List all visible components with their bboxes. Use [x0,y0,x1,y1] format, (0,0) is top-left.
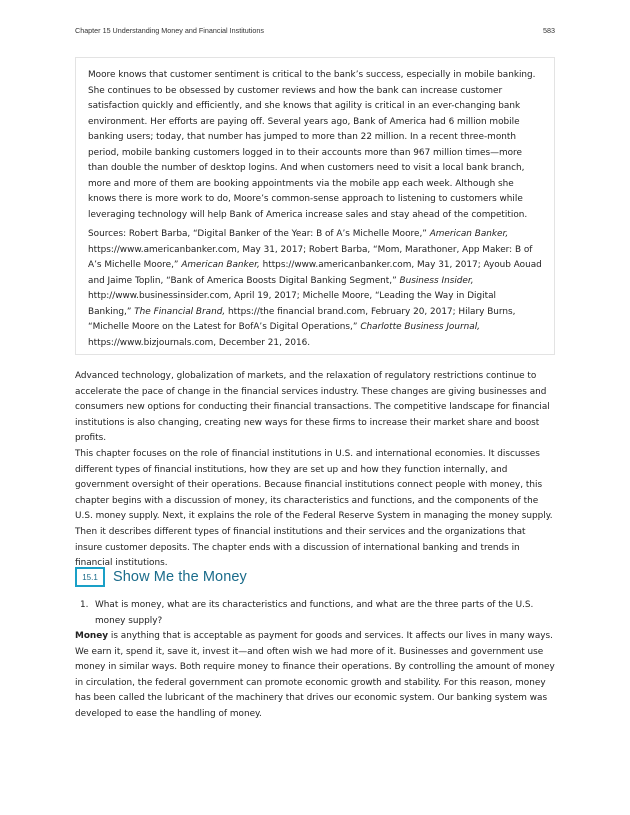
feature-paragraph: Moore knows that customer sentiment is critical to the bank’s success, especially in mobile banking. She continues to be obsessed by customer reviews and how the bank can increase customer satisfaction quickly and efficiently, and she knows that agility is critical in an ever-changing bank environment. Her efforts are paying off. Several years ago, Bank of America had 6 million mobile banking users; today, that number has jumped to more than 22 million. In a recent three-month period, mobile banking customers logged in to their accounts more than 967 million times—more than double the number of desktop logins. And when customers need to visit a local bank branch, more and more of them are booking appointments via the mobile app each week. Although she knows there is more work to do, Moore’s common-sense approach to listening to customers while leveraging technology will help Bank of America increase sales and stay ahead of the competition. [88,70,536,220]
source-text: https://www.bizjournals.com, December 21, 2016. [88,337,311,348]
section-heading [75,567,247,587]
intro-paragraph-2 [75,447,555,572]
page-number: 583 [543,26,555,35]
body-paragraph: Advanced technology, globalization of markets, and the relaxation of regulatory restrictions continue to accelerate the pace of change in the financial services industry. These changes are giving businesses and consumers new options for conducting their financial transactions. The competitive landscape for financial institutions is also changing, creating new ways for these firms to increase their market share and boost profits. [75,371,550,444]
body-paragraph [75,629,555,723]
source-text: http://www.businessinsider.com, April 19, 2017; Michelle Moore, “Leading the Way in Digital Banking,” [88,291,496,317]
source-publication: American Banker, [181,260,260,270]
source-publication: American Banker, [429,229,509,239]
learning-objective [80,598,555,629]
source-text: Sources: Robert Barba, “Digital Banker of the Year: B of A’s Michelle Moore,” [88,229,430,239]
definition-text: is anything that is acceptable as payment for goods and services. It affects our lives in many ways. We earn it, spend it, save it, invest it—and often wish we had more of it. Businesses and government use money in similar ways. Both require money to finance their operations. By controlling the amount of money in circulation, the federal government can promote economic growth and stability. For this reason, money has been called the lubricant of the machinery that drives our economic system. Our banking system was developed to ease the handling of money. [75,631,555,719]
source-publication: The Financial Brand, [134,306,226,317]
feature-box [75,57,555,355]
source-text: https://the financial brand.com, February 20, 2017; Hilary Burns, “Michelle Moore on the Latest for BofA’s Digital Operations,” [88,306,516,332]
running-header [75,26,555,35]
feature-sources [88,227,542,351]
section-number-badge: 15.1 [75,567,105,587]
source-text: https://www.americanbanker.com, May 31, 2017; Robert Barba, “Mom, Marathoner, App Maker: B of A’s Michelle Moore,” [88,244,533,270]
definition-paragraph [75,629,555,723]
objective-number: 1. [80,600,89,610]
section-title: Show Me the Money [113,569,247,585]
source-publication: Business Insider, [399,275,474,286]
chapter-title: Chapter 15 Understanding Money and Financial Institutions [75,26,264,35]
intro-paragraph-1 [75,369,555,447]
body-paragraph: This chapter focuses on the role of financial institutions in U.S. and international economies. It discusses different types of financial institutions, how they are set up and how they function internally, and government oversight of their operations. Because financial institutions connect people with money, this chapter begins with a discussion of money, its characteristics and functions, and the components of the U.S. money supply. Next, it explains the role of the Federal Reserve System in managing the money supply. Then it describes different types of financial institutions and their services and the organizations that insure customer deposits. The chapter ends with a discussion of international banking and trends in financial institutions. [75,449,553,569]
source-text: https://www.americanbanker.com, May 31, 2017; Ayoub Aouad and Jaime Toplin, “Bank of America Boosts Digital Banking Segment,” [88,260,542,286]
objective-text: What is money, what are its characteristics and functions, and what are the three parts of the U.S. money supply? [95,600,534,626]
definition-term: Money [75,631,109,641]
source-publication: Charlotte Business Journal, [360,322,480,332]
